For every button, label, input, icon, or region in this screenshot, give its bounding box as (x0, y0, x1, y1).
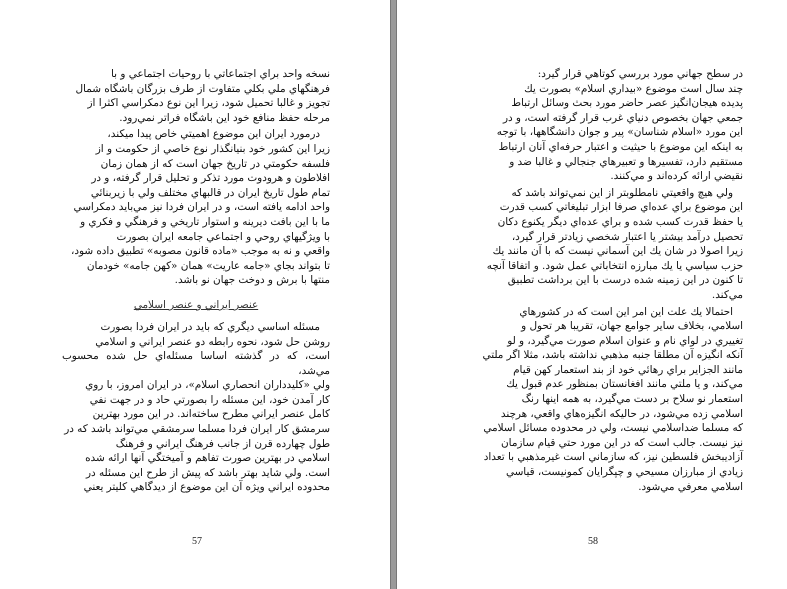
right-page-text (479, 67, 743, 494)
right-page (396, 0, 787, 589)
left-page (0, 0, 391, 589)
right-paragraph-3: احتمالا يك علت اين امر اين است كه در كشورهاي اسلامي، بخلاف ساير جوامع جهان، تقريبا هر تحول و تغييري در لواي نام و عنوان اسلام صورت مي‌گيرد، و لو آنكه انگيزه آن مطلقا جنبه مذهبي نداشته باشد، مثلا اگر ملتي مانند الجزاير براي رهائي خود از بند استعمار كهن قيام مي‌كند، و يا ملتي مانند افغانستان بمنظور عدم قبول يك استعمار نو سلاح بر دست مي‌گيرد، به همه اينها رنگ اسلامي زده مي‌شود، در حاليكه انگيزه‌هاي واقعي، هرچند كه مسلما ضداسلامي نيست، ولي در محدوده مسائل اسلامي نيز نيست. جالب است كه در اين مورد حتي قيام سازمان آزاديبخش فلسطين نيز، كه سازماني است غيرمذهبي با تعداد زيادي از مبارزان مسيحي و چپگرايان كمونيست، قياسي اسلامي معرفي مي‌شود. (482, 305, 743, 493)
section-title: عنصر ايراني و عنصر اسلامي (133, 298, 259, 311)
left-page-text (62, 67, 330, 495)
page-number-left: 57 (192, 536, 202, 547)
left-paragraph-1: نسخه واحد براي اجتماعاتي با روحيات اجتماعي و با فرهنگهاي ملي بكلي متفاوت از طرف بزرگان باشگاه شمال تجويز و غالبا تحميل شود، زيرا اين نوع دمكراسي اكثرا از مرحله حفظ منافع خود اين باشگاه فراتر نمي‌رود. (75, 68, 330, 124)
left-paragraph-3: مسئله اساسي ديگري كه بايد در ايران فردا بصورت روشن حل شود، نحوه رابطه دو عنصر ايراني و اسلامي است، كه در گذشته اساسا مسئله‌اي حل شده محسوب مي‌شد، ولي «كليدداران انحصاري اسلام»، در ايران امروز، با روي كار آمدن خود، اين مسئله را بصورتي حاد و در جهت نفي كامل عنصر ايراني مطرح ساخته‌اند. در اين مورد بهترين سرمشق كار ايران فردا مسلما سرمشقي مي‌تواند باشد كه در طول چهارده قرن از جانب فرهنگ ايراني و فرهنگ اسلامي در بهترين صورت تفاهم و آميختگي آنها ارائه شده است. ولي شايد بهتر باشد كه پيش از طرح اين مسئله در محدوده ايراني ويژه آن اين موضوع از ديدگاهي كليتر يعني (62, 320, 330, 494)
left-paragraph-2: درمورد ايران اين موضوع اهميتي خاص پيدا ميكند، زيرا اين كشور خود بنيانگذار نوع خاصي از حكومت و از فلسفه حكومتي در تاريخ جهان است كه از همان زمان افلاطون و هرودوت مورد تذكر و تحليل قرار گرفته، و در تمام طول تاريخ ايران در قالبهاي مختلف ولي با زيربنائي واحد ادامه يافته است، و در ايران فردا نيز مي‌بايد دمكراسي ما با اين بافت ديرينه و استوار تاريخي و فرهنگي و فكري و با ويژگيهاي روحي و اجتماعي جامعه ايران بصورت واقعي و نه به موجب «ماده قانون مصوبه» تطبيق داده شود، تا بتواند بجاي «جامه عاريت» همان «كهن جامه» خودمان منتها با برش و دوخت جهان نو باشد. (70, 128, 330, 287)
page-number-right: 58 (588, 536, 598, 547)
right-paragraph-2: ولي هيچ واقعيتي نامطلوبتر از اين نمي‌تواند باشد كه اين موضوع براي عده‌اي صرفا ابزار تبليغاتي كسب قدرت يا حفظ قدرت كسب شده و براي عده‌اي ديگر يكنوع دكان تحصيل درآمد بيشتر يا اعتبار شخصي زيادتر قرار گيرد، زيرا اصولا در شان يك اين آسماني نيست كه با آن مانند يك حزب سياسي يا يك مبارزه انتخاباتي عمل شود. و اتفاقا آنچه تا كنون در اين زمينه شده درست با اين برداشت تطبيق مي‌كند. (486, 186, 743, 301)
right-paragraph-1: در سطح جهاني مورد بررسي كوتاهي قرار گيرد: چند سال است موضوع «بيداري اسلام» بصورت يك پديده هيجان‌انگيز عصر حاضر مورد بحث وسائل ارتباط جمعي جهان بخصوص دنياي غرب قرار گرفته است، و در اين مورد «اسلام شناسان» پير و جوان دانشگاهها، با توجه به اينكه اين موضوع با حيثيت و اعتبار حرفه‌اي آنان ارتباط مستقيم دارد، تفسيرها و تعبيرهاي جنجالي و غالبا ضد و نقيضي ارائه كرده‌اند و مي‌كنند. (496, 68, 743, 183)
